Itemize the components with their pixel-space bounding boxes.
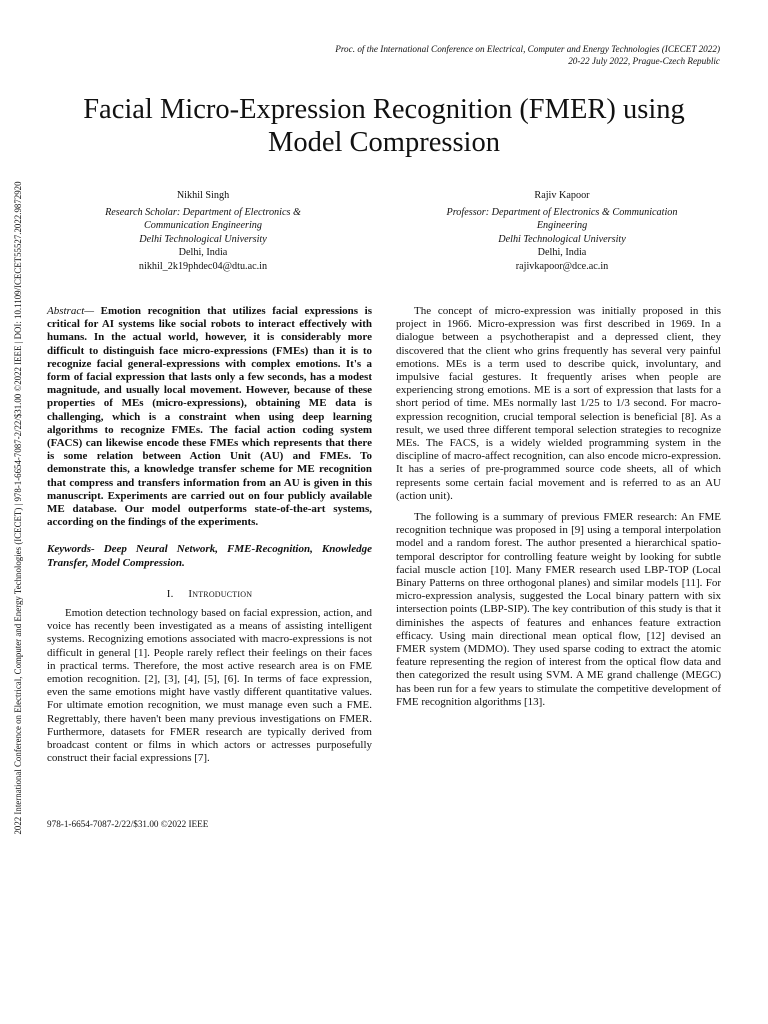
body-paragraph-2: The following is a summary of previous FMER research: An FME recognition technique was proposed in [9] using a temporal interpolation model and a random forest. The author presented a hierarchical spatio-temporal descriptor for controlling feature weight by looking for subtle facial muscle action [10]. Many FMER research used LBP-TOP (Local Binary Patterns on three orthogonal planes) and similar models [11]. For micro-expression analysis, suggested the Local binary pattern with six intersection points (LBP-SIP). The key contribution of this study is that it diminishes the aspects of features and enhances feature extraction efficacy. Using main directional mean optical flow, [12] devised an FMER system (MDMO). They used sparse coding to extract the atomic feature representing the region of interest from the optical flow data and then categorized the result using SVM. A ME grand challenge (MEGC) has been run for a few years to stimulate the competitive development of FME recognition algorithms [13]. xyxy=(396,511,721,708)
author-email[interactable]: rajivkapoor@dce.ac.in xyxy=(515,260,609,272)
paper-title xyxy=(40,93,728,159)
title-line-2: Model Compression xyxy=(268,127,500,158)
author-affiliation: Research Scholar: Department of Electronics & xyxy=(105,206,301,218)
title-line-1: Facial Micro-Expression Recognition (FMER) using xyxy=(83,94,685,125)
keywords-label: Keywords- xyxy=(47,543,95,556)
conference-line-1: Proc. of the International Conference on Electrical, Computer and Energy Technologies (ICECET 2022) xyxy=(335,44,720,54)
author-name: Rajiv Kapoor xyxy=(534,190,590,201)
author-block-1 xyxy=(43,189,363,273)
author-location: Delhi, India xyxy=(537,247,587,258)
author-affiliation: Communication Engineering xyxy=(144,220,262,231)
author-university: Delhi Technological University xyxy=(498,233,626,245)
author-block-2 xyxy=(402,189,722,273)
abstract-label: Abstract— xyxy=(47,305,95,317)
section-title: Introduction xyxy=(188,587,253,600)
section-number: I. xyxy=(166,587,174,600)
doi-sidebar: 2022 International Conference on Electrical, Computer and Energy Technologies (ICECET) | 978-1-6654-7087-2/22/$31.00 ©2022 IEEE | DOI: 10.1109/ICECET55527.2022.9872920 xyxy=(13,181,23,835)
left-column xyxy=(47,305,372,766)
conference-header xyxy=(335,43,720,67)
copyright-footer: 978-1-6654-7087-2/22/$31.00 ©2022 IEEE xyxy=(47,819,209,829)
author-email[interactable]: nikhil_2k19phdec04@dtu.ac.in xyxy=(138,260,268,272)
abstract xyxy=(47,305,372,529)
author-location: Delhi, India xyxy=(178,247,228,258)
author-name: Nikhil Singh xyxy=(176,190,230,201)
author-university: Delhi Technological University xyxy=(139,233,267,245)
body-paragraph-1: The concept of micro-expression was initially proposed in this project in 1966. Micro-expression was first described in 1969. In a dialogue between a psychotherapist and a depressed client, they discovered that the client who grins frequently has several very painful emotions. MEs is a term used to describe quick, involuntary, and impulsive facial gestures. It frequently arises when people are experiencing strong emotions. ME is a sort of expression that lasts for a short period of time. MEs normally last 1/25 to 1/3 second. For macro-expression recognition, crucial temporal selection is beneficial [8]. As a result, we used three different temporal selection strategies to recognize MEs. The FACS, is a widely wielded programming system in the discipline of macro-affect recognition, can also encode micro-expression. It has a series of pre-programmed source code sheets, all of which represents some certain facial movement and is referred to as an AU (action unit). xyxy=(396,305,721,502)
keywords xyxy=(47,543,372,569)
right-column xyxy=(396,305,721,709)
abstract-text: Emotion recognition that utilizes facial expressions is critical for AI systems like social robots to interact effectively with humans. In the actual world, however, it is considerably more difficult to distinguish face micro-expressions (FMEs) than it is to recognize facial general-expressions with complex emotions. It's a form of facial expression that lasts only a few seconds, has a modest magnitude, and usually local movement. However, because of these properties of MEs (micro-expressions), obtaining ME data is challenging, which is a constraint when using deep learning algorithms to recognize FMEs. The facial action coding system (FACS) can likewise encode these FMEs which represents that there is some relation between Action Unit (AU) and FMEs. To demonstrate this, a knowledge transfer scheme for ME recognition that compress and transfers information from an AU is given in this manuscript. Experiments are carried out on four publicly available ME database. Our model outperforms state-of-the-art systems, according on the findings of the experiments. xyxy=(47,305,372,529)
keywords-text: Deep Neural Network, FME-Recognition, Knowledge Transfer, Model Compression. xyxy=(47,543,372,569)
section-heading xyxy=(47,588,372,601)
author-affiliation: Professor: Department of Electronics & Communication xyxy=(446,206,678,218)
intro-paragraph: Emotion detection technology based on facial expression, action, and voice has recently been investigated as a means of assisting intelligent systems. Recognizing emotions associated with macro-expressions is not difficult in general [1]. People rarely reflect their feelings on their faces in practical terms. Therefore, the most active research area is on FME emotion recognition. [2], [3], [4], [5], [6]. In terms of face expression, even the same emotions might have vastly different quantitative values. For ultimate emotion recognition, we must manage even such a FME. Regrettably, there haven't been many previous investigations on FMER. Furthermore, datasets for FMER research are typically derived from broadcast content or films in which actors or actresses purposefully construct their facial expressions [7]. xyxy=(47,607,372,765)
author-affiliation: Engineering xyxy=(536,220,588,231)
conference-line-2: 20-22 July 2022, Prague-Czech Republic xyxy=(568,56,720,66)
